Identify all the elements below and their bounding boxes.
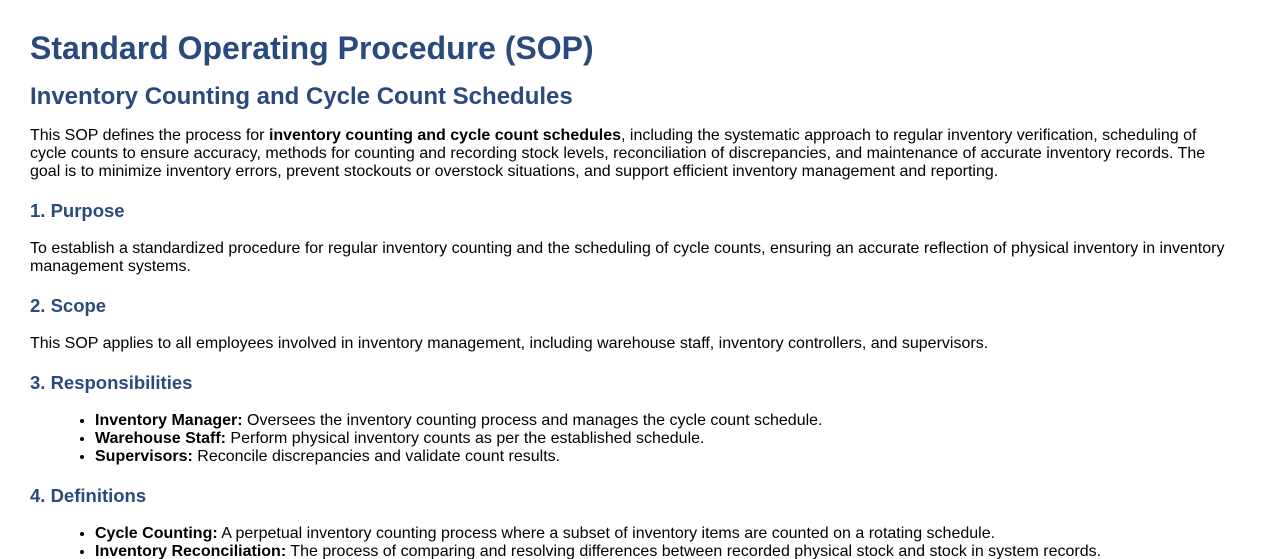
section-heading-responsibilities: 3. Responsibilities [30,372,193,393]
page-title: Standard Operating Procedure (SOP) [30,30,594,66]
scope-text: This SOP applies to all employees involved in inventory management, including warehouse staff, inventory controllers, and supervisors. [30,335,989,352]
section-heading-purpose: 1. Purpose [30,200,125,221]
list-item [95,525,1233,543]
list-item-term: Supervisors: [95,448,193,465]
list-item [95,412,1233,430]
intro-paragraph [30,127,1233,181]
definitions-list [30,525,1233,559]
intro-text-bold: inventory counting and cycle count schedules [268,127,622,144]
list-item [95,448,1233,466]
list-item-term: Warehouse Staff: [95,430,226,447]
list-item-desc: Reconcile discrepancies and validate count results. [192,448,561,465]
list-item-term: Cycle Counting: [95,525,218,542]
list-item [95,543,1233,559]
list-item [95,430,1233,448]
purpose-text: To establish a standardized procedure for regular inventory counting and the scheduling of cycle counts, ensuring an accurate reflection of physical inventory in inventory management systems. [30,240,1225,275]
list-item-desc: A perpetual inventory counting process where a subset of inventory items are counted on a rotating schedule. [217,525,996,542]
section-heading-definitions: 4. Definitions [30,485,147,506]
list-item-term: Inventory Reconciliation: [95,543,287,559]
intro-text-start: This SOP defines the process for [30,127,269,144]
responsibilities-list [30,412,1233,466]
intro-text-end: , including the systematic approach to regular inventory verification, scheduling of cycle counts to ensure accuracy, methods for counting and recording stock levels, reconciliation of discrepancies, and maintenance of accurate inventory records. The goal is to minimize inventory errors, prevent stockouts or overstock situations, and support efficient inventory management and reporting. [30,127,1206,180]
list-item-desc: Perform physical inventory counts as per the established schedule. [225,430,705,447]
section-heading-scope: 2. Scope [30,295,107,316]
list-item-desc: The process of comparing and resolving differences between recorded physical stock and stock in system records. [286,543,1102,559]
list-item-desc: Oversees the inventory counting process and manages the cycle count schedule. [242,412,823,429]
document-subtitle: Inventory Counting and Cycle Count Schedules [30,83,573,110]
list-item-term: Inventory Manager: [95,412,243,429]
